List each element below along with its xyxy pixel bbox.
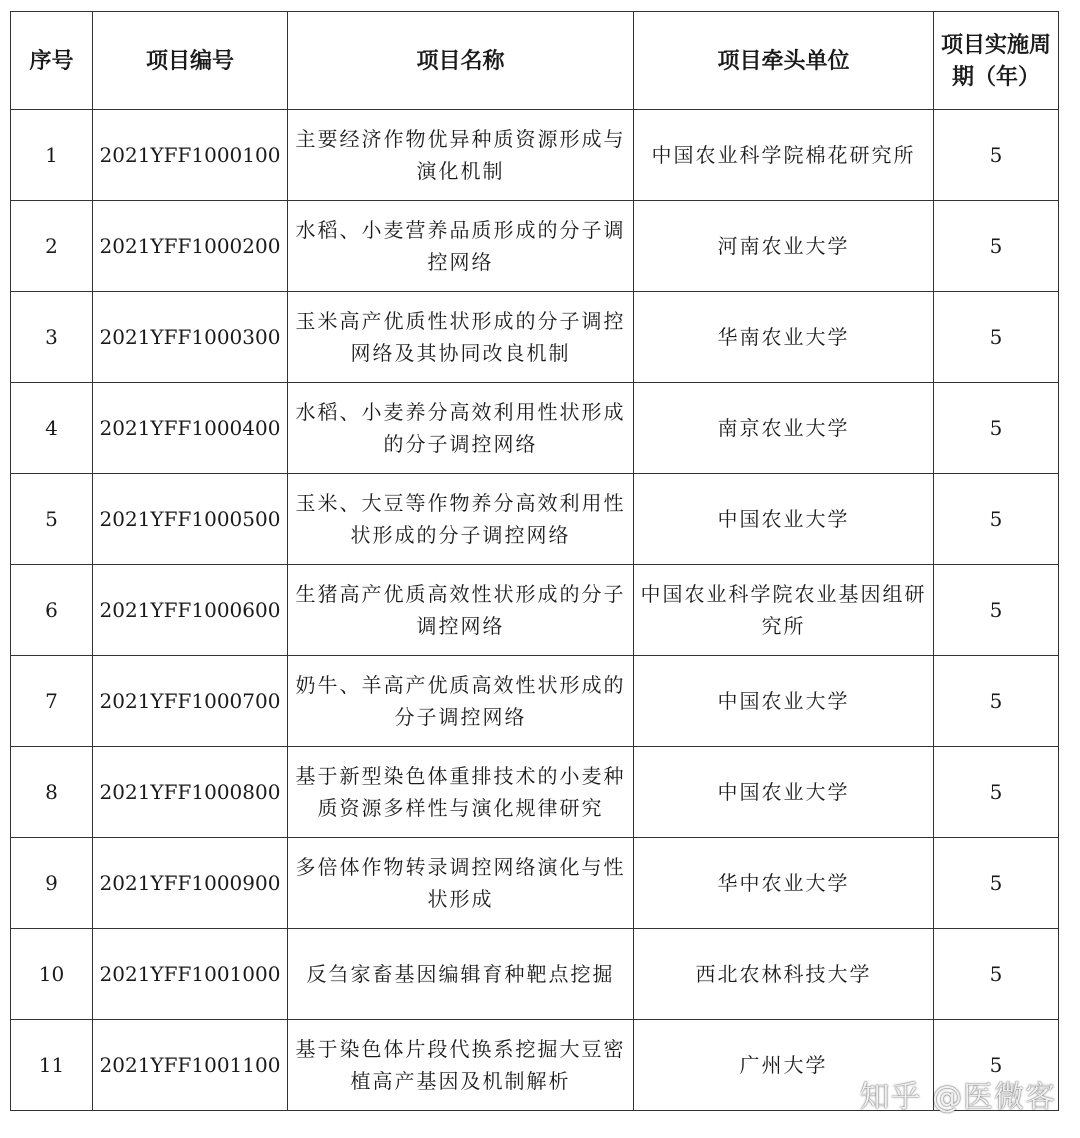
- table-row: [11, 474, 1059, 565]
- table-row: [11, 747, 1059, 838]
- cell-code: 2021YFF1000700: [93, 656, 288, 747]
- cell-code: 2021YFF1001000: [93, 929, 288, 1020]
- header-code: 项目编号: [93, 12, 288, 110]
- cell-org: 南京农业大学: [634, 383, 934, 474]
- header-row: [11, 12, 1059, 110]
- table-row: [11, 201, 1059, 292]
- cell-code: 2021YFF1001100: [93, 1020, 288, 1111]
- cell-org: 华南农业大学: [634, 292, 934, 383]
- header-no: 序号: [11, 12, 93, 110]
- cell-org: 西北农林科技大学: [634, 929, 934, 1020]
- cell-no: 1: [11, 110, 93, 201]
- cell-no: 5: [11, 474, 93, 565]
- table-row: [11, 929, 1059, 1020]
- cell-code: 2021YFF1000900: [93, 838, 288, 929]
- cell-name: 基于染色体片段代换系挖掘大豆密植高产基因及机制解析: [288, 1020, 634, 1111]
- cell-name: 水稻、小麦营养品质形成的分子调控网络: [288, 201, 634, 292]
- cell-org: 河南农业大学: [634, 201, 934, 292]
- cell-code: 2021YFF1000300: [93, 292, 288, 383]
- cell-org: 广州大学: [634, 1020, 934, 1111]
- cell-no: 11: [11, 1020, 93, 1111]
- cell-no: 4: [11, 383, 93, 474]
- table-row: [11, 110, 1059, 201]
- cell-org: 中国农业大学: [634, 747, 934, 838]
- cell-no: 2: [11, 201, 93, 292]
- cell-period: 5: [934, 565, 1059, 656]
- cell-no: 10: [11, 929, 93, 1020]
- table-row: [11, 656, 1059, 747]
- cell-period: 5: [934, 656, 1059, 747]
- cell-no: 3: [11, 292, 93, 383]
- cell-no: 7: [11, 656, 93, 747]
- cell-period: 5: [934, 292, 1059, 383]
- cell-name: 反刍家畜基因编辑育种靶点挖掘: [288, 929, 634, 1020]
- cell-name: 玉米、大豆等作物养分高效利用性状形成的分子调控网络: [288, 474, 634, 565]
- cell-name: 水稻、小麦养分高效利用性状形成的分子调控网络: [288, 383, 634, 474]
- cell-period: 5: [934, 110, 1059, 201]
- cell-no: 6: [11, 565, 93, 656]
- cell-no: 9: [11, 838, 93, 929]
- cell-period: 5: [934, 474, 1059, 565]
- cell-name: 基于新型染色体重排技术的小麦种质资源多样性与演化规律研究: [288, 747, 634, 838]
- table-row: [11, 565, 1059, 656]
- cell-org: 中国农业大学: [634, 656, 934, 747]
- cell-period: 5: [934, 747, 1059, 838]
- header-org: 项目牵头单位: [634, 12, 934, 110]
- table-row: [11, 383, 1059, 474]
- table-row: [11, 292, 1059, 383]
- cell-org: 中国农业科学院农业基因组研究所: [634, 565, 934, 656]
- cell-name: 多倍体作物转录调控网络演化与性状形成: [288, 838, 634, 929]
- cell-no: 8: [11, 747, 93, 838]
- cell-org: 中国农业大学: [634, 474, 934, 565]
- cell-name: 生猪高产优质高效性状形成的分子调控网络: [288, 565, 634, 656]
- cell-name: 主要经济作物优异种质资源形成与演化机制: [288, 110, 634, 201]
- cell-code: 2021YFF1000500: [93, 474, 288, 565]
- cell-code: 2021YFF1000600: [93, 565, 288, 656]
- cell-period: 5: [934, 201, 1059, 292]
- cell-code: 2021YFF1000400: [93, 383, 288, 474]
- cell-code: 2021YFF1000100: [93, 110, 288, 201]
- cell-period: 5: [934, 383, 1059, 474]
- cell-code: 2021YFF1000200: [93, 201, 288, 292]
- cell-code: 2021YFF1000800: [93, 747, 288, 838]
- cell-period: 5: [934, 838, 1059, 929]
- cell-org: 中国农业科学院棉花研究所: [634, 110, 934, 201]
- cell-period: 5: [934, 929, 1059, 1020]
- table-row: [11, 838, 1059, 929]
- cell-name: 玉米高产优质性状形成的分子调控网络及其协同改良机制: [288, 292, 634, 383]
- cell-org: 华中农业大学: [634, 838, 934, 929]
- header-period: 项目实施周期（年）: [934, 12, 1059, 110]
- watermark: 知乎 @医微客: [859, 1080, 1056, 1115]
- cell-name: 奶牛、羊高产优质高效性状形成的分子调控网络: [288, 656, 634, 747]
- header-name: 项目名称: [288, 12, 634, 110]
- projects-table: [10, 11, 1059, 1111]
- cell-period: 5: [934, 1020, 1059, 1111]
